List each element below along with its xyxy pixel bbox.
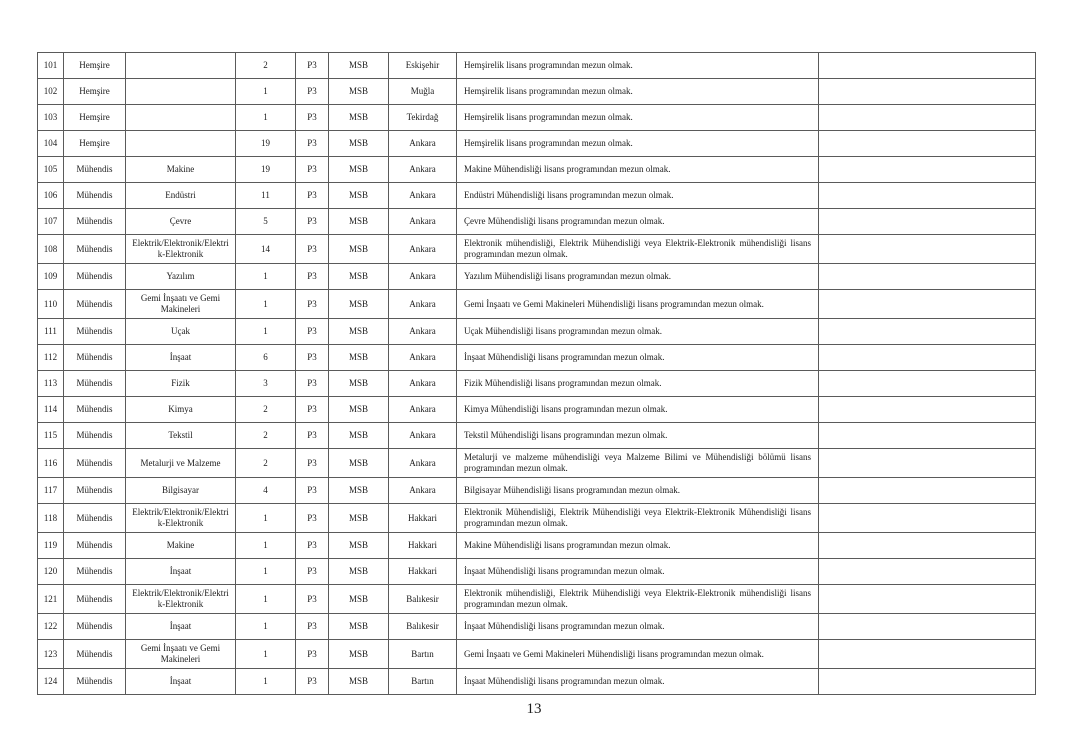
table-row bbox=[38, 397, 1036, 423]
table-row bbox=[38, 371, 1036, 397]
cell-position-title: Mühendis bbox=[64, 345, 126, 371]
cell-notes bbox=[819, 371, 1036, 397]
cell-institution: MSB bbox=[329, 131, 389, 157]
cell-notes bbox=[819, 614, 1036, 640]
cell-grade: P3 bbox=[296, 449, 329, 478]
cell-count: 3 bbox=[236, 371, 296, 397]
cell-position-title: Mühendis bbox=[64, 264, 126, 290]
cell-institution: MSB bbox=[329, 290, 389, 319]
cell-city: Balıkesir bbox=[389, 614, 457, 640]
table-row bbox=[38, 423, 1036, 449]
cell-row-number: 109 bbox=[38, 264, 64, 290]
cell-city: Ankara bbox=[389, 157, 457, 183]
cell-grade: P3 bbox=[296, 53, 329, 79]
table-row bbox=[38, 478, 1036, 504]
cell-grade: P3 bbox=[296, 559, 329, 585]
cell-city: Ankara bbox=[389, 397, 457, 423]
cell-requirement: Bilgisayar Mühendisliği lisans programından mezun olmak. bbox=[457, 478, 819, 504]
cell-position-title: Mühendis bbox=[64, 209, 126, 235]
cell-city: Ankara bbox=[389, 478, 457, 504]
cell-notes bbox=[819, 209, 1036, 235]
cell-notes bbox=[819, 559, 1036, 585]
cell-notes bbox=[819, 397, 1036, 423]
table-row bbox=[38, 131, 1036, 157]
cell-notes bbox=[819, 423, 1036, 449]
cell-position-title: Mühendis bbox=[64, 397, 126, 423]
cell-position-title: Hemşire bbox=[64, 79, 126, 105]
cell-requirement: Fizik Mühendisliği lisans programından mezun olmak. bbox=[457, 371, 819, 397]
cell-count: 1 bbox=[236, 640, 296, 669]
cell-grade: P3 bbox=[296, 397, 329, 423]
cell-institution: MSB bbox=[329, 235, 389, 264]
cell-position-title: Mühendis bbox=[64, 371, 126, 397]
cell-position-title: Hemşire bbox=[64, 131, 126, 157]
cell-requirement: İnşaat Mühendisliği lisans programından mezun olmak. bbox=[457, 559, 819, 585]
cell-row-number: 122 bbox=[38, 614, 64, 640]
cell-branch: Fizik bbox=[126, 371, 236, 397]
cell-count: 19 bbox=[236, 131, 296, 157]
cell-position-title: Mühendis bbox=[64, 478, 126, 504]
positions-table-body bbox=[38, 53, 1036, 695]
cell-city: Tekirdağ bbox=[389, 105, 457, 131]
cell-requirement: Tekstil Mühendisliği lisans programından mezun olmak. bbox=[457, 423, 819, 449]
cell-grade: P3 bbox=[296, 157, 329, 183]
cell-grade: P3 bbox=[296, 105, 329, 131]
cell-position-title: Mühendis bbox=[64, 504, 126, 533]
cell-branch: Makine bbox=[126, 533, 236, 559]
cell-grade: P3 bbox=[296, 478, 329, 504]
cell-city: Eskişehir bbox=[389, 53, 457, 79]
cell-requirement: Uçak Mühendisliği lisans programından mezun olmak. bbox=[457, 319, 819, 345]
cell-requirement: Elektronik Mühendisliği, Elektrik Mühendisliği veya Elektrik-Elektronik Mühendisliği lisans programından mezun olmak. bbox=[457, 504, 819, 533]
cell-institution: MSB bbox=[329, 79, 389, 105]
cell-requirement: Hemşirelik lisans programından mezun olmak. bbox=[457, 105, 819, 131]
cell-grade: P3 bbox=[296, 290, 329, 319]
cell-city: Ankara bbox=[389, 371, 457, 397]
cell-notes bbox=[819, 79, 1036, 105]
cell-position-title: Mühendis bbox=[64, 157, 126, 183]
cell-institution: MSB bbox=[329, 423, 389, 449]
cell-row-number: 108 bbox=[38, 235, 64, 264]
cell-row-number: 120 bbox=[38, 559, 64, 585]
cell-grade: P3 bbox=[296, 640, 329, 669]
cell-grade: P3 bbox=[296, 423, 329, 449]
cell-branch: Tekstil bbox=[126, 423, 236, 449]
cell-grade: P3 bbox=[296, 533, 329, 559]
cell-count: 1 bbox=[236, 264, 296, 290]
cell-branch bbox=[126, 105, 236, 131]
cell-institution: MSB bbox=[329, 585, 389, 614]
cell-branch: Gemi İnşaatı ve Gemi Makineleri bbox=[126, 290, 236, 319]
cell-notes bbox=[819, 235, 1036, 264]
cell-grade: P3 bbox=[296, 669, 329, 695]
table-row bbox=[38, 183, 1036, 209]
cell-branch: İnşaat bbox=[126, 614, 236, 640]
cell-requirement: Hemşirelik lisans programından mezun olmak. bbox=[457, 131, 819, 157]
table-row bbox=[38, 319, 1036, 345]
cell-notes bbox=[819, 449, 1036, 478]
table-row bbox=[38, 264, 1036, 290]
cell-requirement: Yazılım Mühendisliği lisans programından mezun olmak. bbox=[457, 264, 819, 290]
cell-grade: P3 bbox=[296, 235, 329, 264]
cell-institution: MSB bbox=[329, 669, 389, 695]
cell-city: Ankara bbox=[389, 423, 457, 449]
table-row bbox=[38, 533, 1036, 559]
positions-table bbox=[37, 52, 1036, 695]
cell-count: 1 bbox=[236, 79, 296, 105]
cell-institution: MSB bbox=[329, 397, 389, 423]
cell-notes bbox=[819, 319, 1036, 345]
cell-row-number: 117 bbox=[38, 478, 64, 504]
cell-institution: MSB bbox=[329, 614, 389, 640]
cell-grade: P3 bbox=[296, 79, 329, 105]
cell-city: Ankara bbox=[389, 345, 457, 371]
cell-branch: Kimya bbox=[126, 397, 236, 423]
cell-position-title: Mühendis bbox=[64, 640, 126, 669]
cell-row-number: 112 bbox=[38, 345, 64, 371]
cell-row-number: 101 bbox=[38, 53, 64, 79]
table-row bbox=[38, 449, 1036, 478]
cell-position-title: Mühendis bbox=[64, 449, 126, 478]
cell-count: 1 bbox=[236, 319, 296, 345]
cell-city: Ankara bbox=[389, 131, 457, 157]
cell-grade: P3 bbox=[296, 504, 329, 533]
cell-grade: P3 bbox=[296, 614, 329, 640]
cell-notes bbox=[819, 264, 1036, 290]
cell-position-title: Mühendis bbox=[64, 585, 126, 614]
cell-row-number: 111 bbox=[38, 319, 64, 345]
table-row bbox=[38, 209, 1036, 235]
cell-count: 1 bbox=[236, 290, 296, 319]
cell-requirement: İnşaat Mühendisliği lisans programından mezun olmak. bbox=[457, 669, 819, 695]
cell-position-title: Mühendis bbox=[64, 669, 126, 695]
cell-institution: MSB bbox=[329, 449, 389, 478]
cell-notes bbox=[819, 183, 1036, 209]
table-row bbox=[38, 669, 1036, 695]
cell-count: 6 bbox=[236, 345, 296, 371]
table-row bbox=[38, 504, 1036, 533]
cell-position-title: Mühendis bbox=[64, 319, 126, 345]
cell-position-title: Mühendis bbox=[64, 533, 126, 559]
cell-row-number: 103 bbox=[38, 105, 64, 131]
cell-position-title: Mühendis bbox=[64, 559, 126, 585]
cell-notes bbox=[819, 157, 1036, 183]
cell-requirement: Hemşirelik lisans programından mezun olmak. bbox=[457, 79, 819, 105]
cell-city: Balıkesir bbox=[389, 585, 457, 614]
cell-requirement: Hemşirelik lisans programından mezun olmak. bbox=[457, 53, 819, 79]
cell-branch: Elektrik/Elektronik/Elektrik-Elektronik bbox=[126, 504, 236, 533]
table-row bbox=[38, 614, 1036, 640]
cell-requirement: İnşaat Mühendisliği lisans programından mezun olmak. bbox=[457, 614, 819, 640]
cell-notes bbox=[819, 585, 1036, 614]
cell-requirement: Makine Mühendisliği lisans programından mezun olmak. bbox=[457, 157, 819, 183]
cell-notes bbox=[819, 131, 1036, 157]
cell-branch: İnşaat bbox=[126, 345, 236, 371]
cell-notes bbox=[819, 640, 1036, 669]
cell-institution: MSB bbox=[329, 105, 389, 131]
cell-city: Bartın bbox=[389, 640, 457, 669]
cell-notes bbox=[819, 53, 1036, 79]
cell-branch: Bilgisayar bbox=[126, 478, 236, 504]
cell-row-number: 107 bbox=[38, 209, 64, 235]
cell-row-number: 113 bbox=[38, 371, 64, 397]
cell-notes bbox=[819, 533, 1036, 559]
cell-position-title: Mühendis bbox=[64, 183, 126, 209]
table-row bbox=[38, 157, 1036, 183]
cell-branch: Elektrik/Elektronik/Elektrik-Elektronik bbox=[126, 235, 236, 264]
cell-requirement: Elektronik mühendisliği, Elektrik Mühendisliği veya Elektrik-Elektronik mühendisliği lisans programından mezun olmak. bbox=[457, 235, 819, 264]
cell-institution: MSB bbox=[329, 371, 389, 397]
cell-city: Ankara bbox=[389, 319, 457, 345]
cell-count: 1 bbox=[236, 585, 296, 614]
cell-branch: Gemi İnşaatı ve Gemi Makineleri bbox=[126, 640, 236, 669]
cell-institution: MSB bbox=[329, 504, 389, 533]
cell-institution: MSB bbox=[329, 640, 389, 669]
cell-institution: MSB bbox=[329, 478, 389, 504]
cell-institution: MSB bbox=[329, 157, 389, 183]
cell-branch: Metalurji ve Malzeme bbox=[126, 449, 236, 478]
cell-city: Ankara bbox=[389, 235, 457, 264]
cell-count: 1 bbox=[236, 559, 296, 585]
cell-row-number: 104 bbox=[38, 131, 64, 157]
cell-city: Hakkari bbox=[389, 504, 457, 533]
table-row bbox=[38, 235, 1036, 264]
cell-city: Ankara bbox=[389, 264, 457, 290]
cell-city: Ankara bbox=[389, 183, 457, 209]
cell-position-title: Mühendis bbox=[64, 614, 126, 640]
cell-grade: P3 bbox=[296, 131, 329, 157]
cell-row-number: 114 bbox=[38, 397, 64, 423]
cell-grade: P3 bbox=[296, 585, 329, 614]
cell-count: 5 bbox=[236, 209, 296, 235]
cell-requirement: Çevre Mühendisliği lisans programından mezun olmak. bbox=[457, 209, 819, 235]
cell-institution: MSB bbox=[329, 533, 389, 559]
cell-city: Ankara bbox=[389, 449, 457, 478]
cell-city: Hakkari bbox=[389, 559, 457, 585]
cell-count: 1 bbox=[236, 669, 296, 695]
cell-institution: MSB bbox=[329, 264, 389, 290]
cell-count: 2 bbox=[236, 449, 296, 478]
cell-position-title: Mühendis bbox=[64, 423, 126, 449]
cell-institution: MSB bbox=[329, 319, 389, 345]
cell-count: 19 bbox=[236, 157, 296, 183]
cell-institution: MSB bbox=[329, 209, 389, 235]
table-row bbox=[38, 53, 1036, 79]
cell-notes bbox=[819, 478, 1036, 504]
cell-row-number: 105 bbox=[38, 157, 64, 183]
cell-institution: MSB bbox=[329, 183, 389, 209]
cell-grade: P3 bbox=[296, 371, 329, 397]
cell-requirement: Elektronik mühendisliği, Elektrik Mühendisliği veya Elektrik-Elektronik mühendisliği lisans programından mezun olmak. bbox=[457, 585, 819, 614]
cell-branch: Elektrik/Elektronik/Elektrik-Elektronik bbox=[126, 585, 236, 614]
cell-branch bbox=[126, 131, 236, 157]
cell-grade: P3 bbox=[296, 319, 329, 345]
cell-notes bbox=[819, 290, 1036, 319]
cell-row-number: 115 bbox=[38, 423, 64, 449]
cell-requirement: İnşaat Mühendisliği lisans programından mezun olmak. bbox=[457, 345, 819, 371]
cell-count: 1 bbox=[236, 533, 296, 559]
cell-branch: İnşaat bbox=[126, 559, 236, 585]
cell-institution: MSB bbox=[329, 345, 389, 371]
cell-requirement: Metalurji ve malzeme mühendisliği veya Malzeme Bilimi ve Mühendisliği bölümü lisans programından mezun olmak. bbox=[457, 449, 819, 478]
cell-count: 2 bbox=[236, 423, 296, 449]
cell-branch: Endüstri bbox=[126, 183, 236, 209]
cell-row-number: 121 bbox=[38, 585, 64, 614]
table-row bbox=[38, 290, 1036, 319]
cell-city: Hakkari bbox=[389, 533, 457, 559]
cell-count: 1 bbox=[236, 614, 296, 640]
cell-grade: P3 bbox=[296, 209, 329, 235]
page-number: 13 bbox=[526, 701, 542, 717]
cell-notes bbox=[819, 504, 1036, 533]
cell-branch: İnşaat bbox=[126, 669, 236, 695]
cell-row-number: 119 bbox=[38, 533, 64, 559]
cell-row-number: 124 bbox=[38, 669, 64, 695]
table-row bbox=[38, 585, 1036, 614]
cell-grade: P3 bbox=[296, 183, 329, 209]
cell-city: Ankara bbox=[389, 290, 457, 319]
cell-count: 2 bbox=[236, 53, 296, 79]
cell-notes bbox=[819, 105, 1036, 131]
cell-row-number: 106 bbox=[38, 183, 64, 209]
cell-count: 2 bbox=[236, 397, 296, 423]
table-row bbox=[38, 345, 1036, 371]
table-row bbox=[38, 79, 1036, 105]
cell-branch: Yazılım bbox=[126, 264, 236, 290]
cell-requirement: Endüstri Mühendisliği lisans programından mezun olmak. bbox=[457, 183, 819, 209]
cell-city: Muğla bbox=[389, 79, 457, 105]
cell-notes bbox=[819, 345, 1036, 371]
cell-grade: P3 bbox=[296, 264, 329, 290]
cell-count: 4 bbox=[236, 478, 296, 504]
cell-count: 1 bbox=[236, 504, 296, 533]
table-row bbox=[38, 640, 1036, 669]
cell-row-number: 123 bbox=[38, 640, 64, 669]
table-row bbox=[38, 559, 1036, 585]
cell-requirement: Makine Mühendisliği lisans programından mezun olmak. bbox=[457, 533, 819, 559]
cell-grade: P3 bbox=[296, 345, 329, 371]
cell-position-title: Mühendis bbox=[64, 235, 126, 264]
cell-row-number: 102 bbox=[38, 79, 64, 105]
cell-count: 11 bbox=[236, 183, 296, 209]
cell-branch: Çevre bbox=[126, 209, 236, 235]
cell-position-title: Hemşire bbox=[64, 53, 126, 79]
cell-city: Ankara bbox=[389, 209, 457, 235]
cell-requirement: Kimya Mühendisliği lisans programından mezun olmak. bbox=[457, 397, 819, 423]
cell-row-number: 110 bbox=[38, 290, 64, 319]
cell-position-title: Mühendis bbox=[64, 290, 126, 319]
cell-branch: Makine bbox=[126, 157, 236, 183]
cell-count: 14 bbox=[236, 235, 296, 264]
cell-requirement: Gemi İnşaatı ve Gemi Makineleri Mühendisliği lisans programından mezun olmak. bbox=[457, 640, 819, 669]
cell-row-number: 118 bbox=[38, 504, 64, 533]
cell-institution: MSB bbox=[329, 53, 389, 79]
cell-count: 1 bbox=[236, 105, 296, 131]
cell-institution: MSB bbox=[329, 559, 389, 585]
cell-city: Bartın bbox=[389, 669, 457, 695]
cell-notes bbox=[819, 669, 1036, 695]
cell-requirement: Gemi İnşaatı ve Gemi Makineleri Mühendisliği lisans programından mezun olmak. bbox=[457, 290, 819, 319]
cell-branch bbox=[126, 53, 236, 79]
table-row bbox=[38, 105, 1036, 131]
cell-position-title: Hemşire bbox=[64, 105, 126, 131]
cell-row-number: 116 bbox=[38, 449, 64, 478]
cell-branch: Uçak bbox=[126, 319, 236, 345]
cell-branch bbox=[126, 79, 236, 105]
